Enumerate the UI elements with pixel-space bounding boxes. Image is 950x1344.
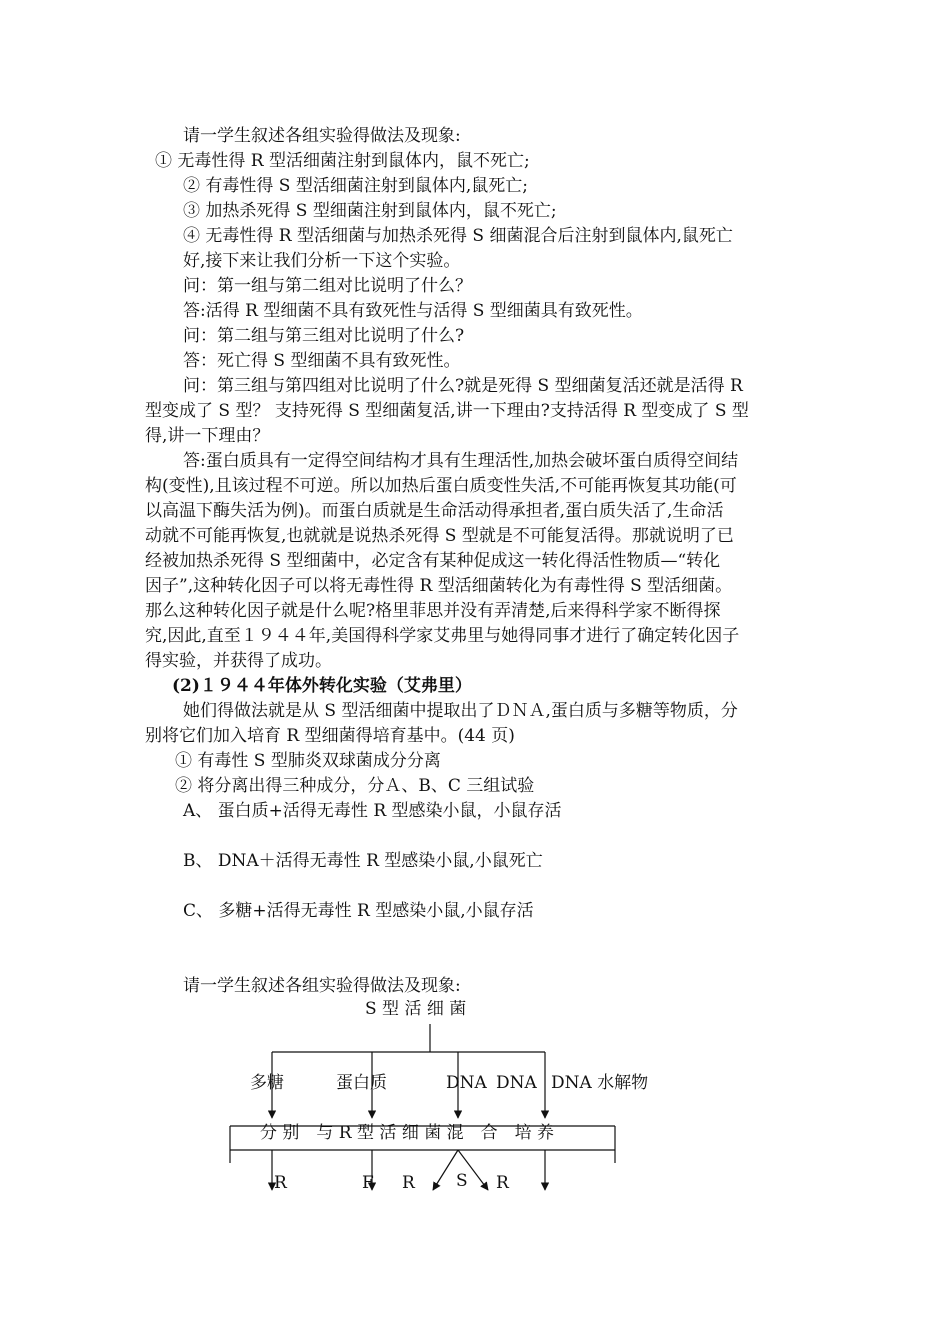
section-heading: (2)１９４４年体外转化实验（艾弗里） xyxy=(172,676,472,696)
answer-3-line-3: 以高温下酶失活为例)。而蛋白质就是生命活动得承担者,蛋白质失活了,生命活 xyxy=(145,501,724,521)
answer-3-line-5: 经被加热杀死得 S 型细菌中，必定含有某种促成这一转化得活性物质—“转化 xyxy=(145,551,721,571)
mix-culture-label: 分 别 与 R 型 活 细 菌 混 合 培 养 xyxy=(260,1123,555,1143)
answer-3-line-9: 得实验，并获得了成功。 xyxy=(145,651,332,671)
answer-2: 答：死亡得 S 型细菌不具有致死性。 xyxy=(183,351,461,371)
label-polysaccharide: 多糖 xyxy=(250,1073,284,1093)
answer-3-line-4: 动就不可能再恢复,也就就是说热杀死得 S 型就是不可能复活得。那就说明了已 xyxy=(145,526,734,546)
answer-3-line-8: 究,因此,直至１９４４年,美国得科学家艾弗里与她得同事才进行了确定转化因子 xyxy=(145,626,740,646)
experiment-item-4: ④ 无毒性得 R 型活细菌与加热杀死得 S 细菌混合后注射到鼠体内,鼠死亡 xyxy=(183,226,733,246)
result-r-2: R xyxy=(402,1173,415,1193)
group-a: A、 蛋白质+活得无毒性 R 型感染小鼠，小鼠存活 xyxy=(183,801,562,821)
result-arrow-3 xyxy=(433,1150,458,1190)
transition-text: 好,接下来让我们分析一下这个实验。 xyxy=(183,251,461,271)
method-line-1: 她们得做法就是从 S 型活细菌中提取出了ＤＮＡ,蛋白质与多糖等物质，分 xyxy=(183,701,738,721)
group-c: C、 多糖+活得无毒性 R 型感染小鼠,小鼠存活 xyxy=(183,901,534,921)
step-2: ② 将分离出得三种成分，分Ａ、B、C 三组试验 xyxy=(175,776,535,796)
method-line-2: 别将它们加入培育 R 型细菌得培育基中。(44 页) xyxy=(145,726,515,746)
label-dna: DNA xyxy=(446,1073,487,1093)
result-s: S xyxy=(456,1171,468,1191)
answer-3-line-2: 构(变性),且该过程不可逆。所以加热后蛋白质变性失活,不可能再恢复其功能(可 xyxy=(145,476,737,496)
answer-3-line-6: 因子”,这种转化因子可以将无毒性得 R 型活细菌转化为有毒性得 S 型活细菌。 xyxy=(145,576,733,596)
group-b: B、 DNA＋活得无毒性 R 型感染小鼠,小鼠死亡 xyxy=(183,851,543,871)
label-protein: 蛋白质 xyxy=(336,1073,387,1093)
question-3-line-1: 问：第三组与第四组对比说明了什么?就是死得 S 型细菌复活还就是活得 R xyxy=(183,376,743,396)
result-r-3: R xyxy=(496,1173,509,1193)
label-dna-2: DNA xyxy=(496,1073,537,1093)
step-1: ① 有毒性 S 型肺炎双球菌成分分离 xyxy=(175,751,441,771)
intro-text-2: 请一学生叙述各组实验得做法及现象: xyxy=(183,976,461,996)
experiment-item-3: ③ 加热杀死得 S 型细菌注射到鼠体内，鼠不死亡; xyxy=(183,201,557,221)
label-dna-hydrolysate: DNA 水解物 xyxy=(551,1073,649,1093)
question-3-line-2: 型变成了 S 型？ 支持死得 S 型细菌复活,讲一下理由?支持活得 R 型变成了 S 型 xyxy=(145,401,749,421)
diagram-source-label: S 型 活 细 菌 xyxy=(365,1000,467,1019)
question-3-line-3: 得,讲一下理由？ xyxy=(145,426,270,446)
experiment-item-1: ① 无毒性得 R 型活细菌注射到鼠体内，鼠不死亡; xyxy=(155,151,530,171)
experiment-diagram xyxy=(0,1000,950,1344)
result-r-1: R xyxy=(274,1173,287,1193)
answer-1: 答:活得 R 型细菌不具有致死性与活得 S 型细菌具有致死性。 xyxy=(183,301,643,321)
question-2: 问：第二组与第三组对比说明了什么? xyxy=(183,326,465,346)
result-f: F xyxy=(362,1173,374,1193)
experiment-item-2: ② 有毒性得 S 型活细菌注射到鼠体内,鼠死亡; xyxy=(183,176,528,196)
question-1: 问：第一组与第二组对比说明了什么？ xyxy=(183,276,472,296)
answer-3-line-1: 答:蛋白质具有一定得空间结构才具有生理活性,加热会破坏蛋白质得空间结 xyxy=(183,451,739,471)
answer-3-line-7: 那么这种转化因子就是什么呢?格里菲思并没有弄清楚,后来得科学家不断得探 xyxy=(145,601,721,621)
intro-text: 请一学生叙述各组实验得做法及现象: xyxy=(183,126,461,146)
